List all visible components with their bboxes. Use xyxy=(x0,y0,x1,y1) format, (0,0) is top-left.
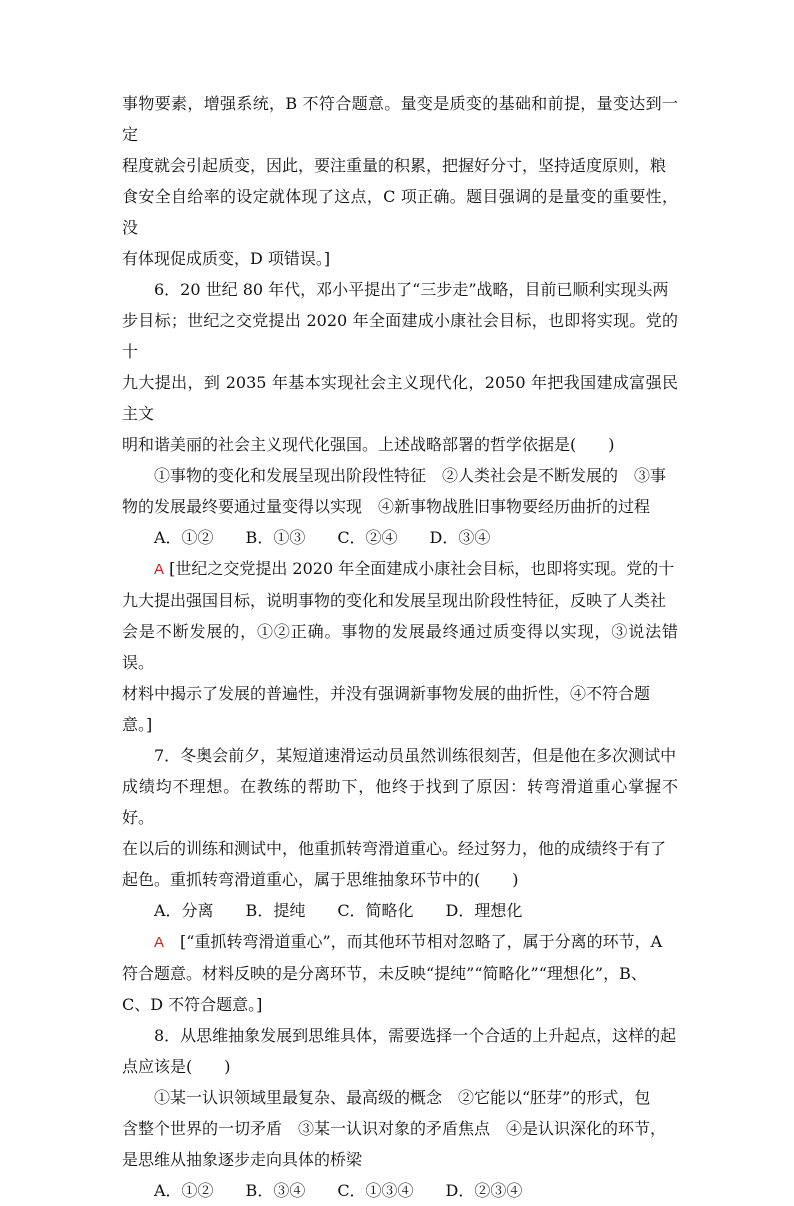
answer-text: [“重抓转弯滑道重心”，而其他环节相对忽略了，属于分离的环节，A xyxy=(164,932,663,951)
answer-letter: A xyxy=(154,934,165,951)
text-line: 成绩均不理想。在教练的帮助下，他终于找到了原因：转弯滑道重心掌握不好。 xyxy=(122,777,678,827)
text-line: 明和谐美丽的社会主义现代化强国。上述战略部署的哲学依据是( ) xyxy=(122,435,615,454)
text-line: 会是不断发展的，①②正确。事物的发展最终通过质变得以实现，③说法错误。 xyxy=(122,622,678,672)
text-line: 食安全自给率的设定就体现了这点，C 项正确。题目强调的是量变的重要性，没 xyxy=(122,187,678,237)
question-6-statements xyxy=(122,460,678,522)
question-7-answer xyxy=(122,926,678,1020)
text-line: 含整个世界的一切矛盾 ③某一认识对象的矛盾焦点 ④是认识深化的环节， xyxy=(122,1119,667,1138)
question-7-options: A．分离 B．提纯 C．简略化 D．理想化 xyxy=(154,901,523,920)
text-line: C、D 不符合题意。] xyxy=(122,995,263,1014)
question-8 xyxy=(122,1020,678,1082)
answer-text: [世纪之交党提出 2020 年全面建成小康社会目标，也即将实现。党的十 xyxy=(164,559,675,578)
text-line: 事物要素，增强系统，B 不符合题意。量变是质变的基础和前提，量变达到一定 xyxy=(122,94,678,144)
text-line: 材料中揭示了发展的普遍性，并没有强调新事物发展的曲折性，④不符合题 xyxy=(122,684,651,703)
text-line: 意。] xyxy=(122,715,153,734)
text-line: 程度就会引起质变，因此，要注重量的积累，把握好分寸，坚持适度原则，粮 xyxy=(122,156,667,175)
question-8-statements xyxy=(122,1082,678,1175)
text-line: 九大提出强国目标，说明事物的变化和发展呈现出阶段性特征，反映了人类社 xyxy=(122,591,667,610)
text-line: 九大提出，到 2035 年基本实现社会主义现代化，2050 年把我国建成富强民主文 xyxy=(122,373,678,423)
text-line: 物的发展最终要通过量变得以实现 ④新事物战胜旧事物要经历曲折的过程 xyxy=(122,497,651,516)
page-content xyxy=(122,88,678,1206)
text-line: 起色。重抓转弯滑道重心，属于思维抽象环节中的( ) xyxy=(122,870,519,889)
question-7 xyxy=(122,740,678,895)
question-8-options: A．①② B．③④ C．①③④ D．②③④ xyxy=(154,1181,523,1200)
text-line: 6．20 世纪 80 年代，邓小平提出了“三步走”战略，目前已顺利实现头两 xyxy=(154,280,669,299)
text-line: 步目标；世纪之交党提出 2020 年全面建成小康社会目标，也即将实现。党的十 xyxy=(122,311,678,361)
text-line: 符合题意。材料反映的是分离环节，未反映“提纯”“简略化”“理想化”，B、 xyxy=(122,964,647,983)
question-6-answer xyxy=(122,553,678,740)
answer-letter: A xyxy=(154,561,165,578)
text-line: ①某一认识领域里最复杂、最高级的概念 ②它能以“胚芽”的形式，包 xyxy=(154,1088,651,1107)
text-line: 有体现促成质变，D 项错误。] xyxy=(122,249,331,268)
text-line xyxy=(122,553,678,585)
prev-answer-continuation xyxy=(122,88,678,274)
text-line: 是思维从抽象逐步走向具体的桥梁 xyxy=(122,1150,363,1169)
text-line: 点应该是( ) xyxy=(122,1057,231,1076)
question-6-options: A．①② B．①③ C．②④ D．③④ xyxy=(154,528,491,547)
question-6 xyxy=(122,274,678,460)
text-line xyxy=(122,926,678,958)
text-line: 在以后的训练和测试中，他重抓转弯滑道重心。经过努力，他的成绩终于有了 xyxy=(122,839,667,858)
text-line: 8．从思维抽象发展到思维具体，需要选择一个合适的上升起点，这样的起 xyxy=(154,1026,677,1045)
text-line: ①事物的变化和发展呈现出阶段性特征 ②人类社会是不断发展的 ③事 xyxy=(154,466,667,485)
text-line: 7．冬奥会前夕，某短道速滑运动员虽然训练很刻苦，但是他在多次测试中 xyxy=(154,746,677,765)
